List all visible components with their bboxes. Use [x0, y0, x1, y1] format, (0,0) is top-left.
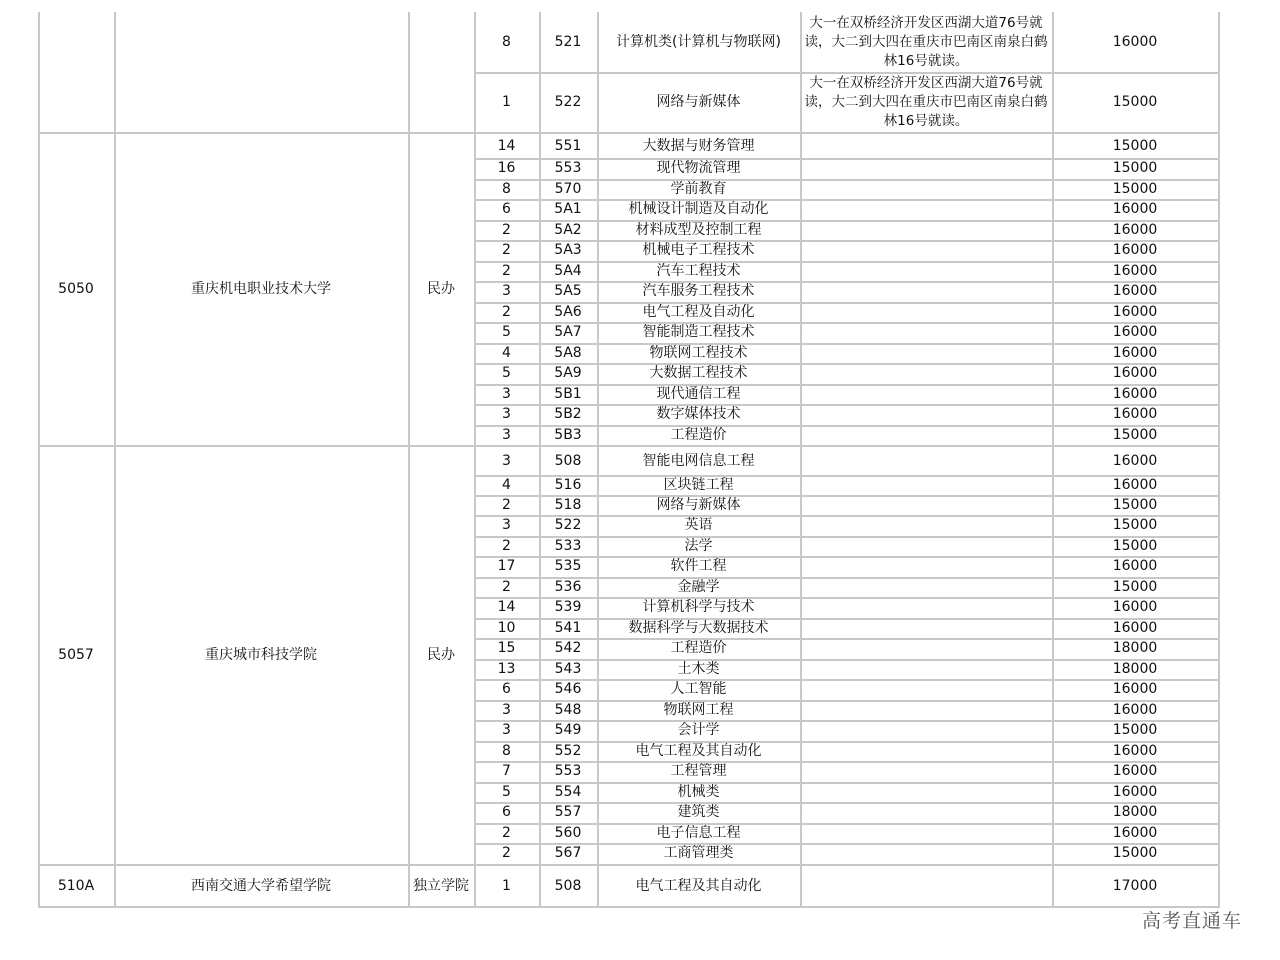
column-divider: [38, 866, 40, 906]
column-divider: [1052, 12, 1054, 132]
major-name-cell: 电气工程及自动化: [642, 303, 755, 320]
row-divider: [474, 281, 1220, 283]
major-code-cell: 536: [554, 578, 582, 595]
note-cell: [800, 322, 1052, 343]
major-code-cell: 5A1: [554, 201, 582, 217]
column-divider: [474, 134, 476, 445]
plan-count-cell: 8: [502, 33, 511, 50]
note-cell: [800, 802, 1052, 823]
watermark-text: 高考直通车: [1142, 910, 1243, 932]
plan-count-cell: 8: [502, 742, 511, 759]
tuition-fee-cell: 15000: [1112, 722, 1158, 738]
row-divider: [474, 782, 1220, 784]
row-divider: [474, 302, 1220, 304]
row-divider: [474, 515, 1220, 517]
plan-count-cell: 2: [502, 242, 511, 258]
plan-count-cell: 2: [502, 496, 511, 513]
column-divider: [408, 134, 410, 445]
column-divider: [597, 447, 599, 864]
column-divider: [1052, 866, 1054, 906]
tuition-fee-cell: 16000: [1112, 763, 1158, 779]
major-name-cell: 机械电子工程技术: [642, 242, 755, 258]
column-divider: [474, 447, 476, 864]
major-code-cell: 557: [554, 804, 582, 820]
note-cell: [800, 866, 1052, 906]
column-divider: [539, 134, 541, 445]
plan-count-cell: 5: [502, 365, 511, 381]
plan-count-cell: 2: [502, 303, 511, 320]
major-code-cell: 560: [554, 824, 582, 841]
column-divider: [539, 866, 541, 906]
tuition-fee-cell: 16000: [1112, 824, 1158, 841]
row-divider: [474, 72, 1220, 74]
row-divider: [474, 179, 1220, 181]
tuition-fee-cell: 16000: [1112, 262, 1158, 279]
plan-count-cell: 14: [497, 599, 516, 615]
note-cell: [800, 597, 1052, 618]
plan-count-cell: 2: [502, 221, 511, 238]
note-cell: [800, 536, 1052, 556]
row-divider: [474, 384, 1220, 386]
major-code-cell: 5A5: [554, 283, 582, 299]
school-type-cell: [408, 12, 474, 132]
major-name-cell: 物联网工程技术: [649, 344, 748, 361]
major-name-cell: 机械类: [677, 783, 720, 800]
row-divider: [474, 618, 1220, 620]
group-divider: [38, 906, 1220, 908]
major-name-cell: 现代物流管理: [656, 160, 741, 176]
note-cell: [800, 134, 1052, 158]
major-name-cell: 现代通信工程: [656, 385, 741, 402]
plan-count-cell: 13: [497, 660, 516, 677]
tuition-fee-cell: 18000: [1112, 640, 1158, 656]
plan-count-cell: 7: [502, 763, 511, 779]
note-cell: [800, 425, 1052, 445]
school-type-cell: 民办: [427, 281, 455, 297]
tuition-fee-cell: 15000: [1112, 845, 1158, 861]
major-name-cell: 物联网工程: [663, 701, 734, 718]
row-divider: [474, 720, 1220, 722]
major-name-cell: 工程管理: [670, 763, 727, 779]
major-code-cell: 521: [554, 33, 582, 50]
plan-count-cell: 10: [497, 619, 516, 636]
plan-count-cell: 8: [502, 180, 511, 197]
column-divider: [539, 12, 541, 132]
plan-count-cell: 14: [497, 137, 516, 154]
tuition-fee-cell: 15000: [1112, 160, 1158, 176]
plan-count-cell: 3: [502, 385, 511, 402]
column-divider: [408, 12, 410, 132]
note-cell: [800, 618, 1052, 638]
tuition-fee-cell: 15000: [1112, 537, 1158, 554]
row-divider: [474, 741, 1220, 743]
column-divider: [1218, 447, 1220, 864]
row-divider: [474, 363, 1220, 365]
note-cell: 大一在双桥经济开发区西湖大道76号就读，大二到大四在重庆市巴南区南泉白鹤林16号就读。: [804, 14, 1048, 69]
column-divider: [539, 447, 541, 864]
school-code-cell: 5050: [58, 281, 94, 297]
note-cell: [800, 495, 1052, 515]
note-cell: [800, 199, 1052, 220]
plan-count-cell: 3: [502, 406, 511, 422]
tuition-fee-cell: 16000: [1112, 681, 1158, 697]
note-cell: [800, 679, 1052, 700]
row-divider: [474, 404, 1220, 406]
note-cell: [800, 220, 1052, 240]
major-name-cell: 学前教育: [670, 180, 727, 197]
tuition-fee-cell: 16000: [1112, 201, 1158, 217]
note-cell: [800, 261, 1052, 281]
row-divider: [474, 679, 1220, 681]
major-name-cell: 大数据与财务管理: [642, 137, 755, 154]
major-name-cell: 人工智能: [670, 681, 727, 697]
row-divider: [474, 638, 1220, 640]
school-code-cell: [38, 12, 114, 132]
row-divider: [474, 425, 1220, 427]
column-divider: [597, 134, 599, 445]
plan-count-cell: 3: [502, 426, 511, 443]
note-cell: [800, 782, 1052, 802]
plan-count-cell: 2: [502, 824, 511, 841]
major-name-cell: 英语: [684, 517, 713, 533]
column-divider: [1218, 866, 1220, 906]
major-code-cell: 5A7: [554, 324, 582, 340]
tuition-fee-cell: 15000: [1112, 578, 1158, 595]
column-divider: [408, 447, 410, 864]
note-cell: [800, 384, 1052, 404]
major-code-cell: 554: [554, 783, 582, 800]
column-divider: [38, 447, 40, 864]
note-cell: [800, 363, 1052, 384]
major-code-cell: 552: [554, 742, 582, 759]
major-name-cell: 机械设计制造及自动化: [628, 201, 769, 217]
tuition-fee-cell: 16000: [1112, 476, 1158, 493]
major-code-cell: 533: [554, 537, 582, 554]
note-cell: [800, 281, 1052, 302]
major-code-cell: 508: [554, 877, 582, 894]
plan-count-cell: 5: [502, 783, 511, 800]
plan-count-cell: 17: [497, 558, 516, 574]
column-divider: [114, 134, 116, 445]
column-divider: [800, 134, 802, 445]
major-code-cell: 518: [554, 496, 582, 513]
tuition-fee-cell: 16000: [1112, 221, 1158, 238]
note-cell: 大一在双桥经济开发区西湖大道76号就读，大二到大四在重庆市巴南区南泉白鹤林16号就读。: [804, 74, 1048, 129]
row-divider: [474, 343, 1220, 345]
major-code-cell: 546: [554, 681, 582, 697]
major-code-cell: 543: [554, 660, 582, 677]
row-divider: [474, 199, 1220, 201]
tuition-fee-cell: 15000: [1112, 517, 1158, 533]
row-divider: [474, 823, 1220, 825]
major-code-cell: 5A2: [554, 221, 582, 238]
school-type-cell: 民办: [427, 647, 455, 663]
plan-count-cell: 2: [502, 578, 511, 595]
tuition-fee-cell: 16000: [1112, 701, 1158, 718]
column-divider: [474, 866, 476, 906]
major-code-cell: 5A6: [554, 303, 582, 320]
note-cell: [800, 761, 1052, 782]
school-name-cell: 重庆机电职业技术大学: [191, 281, 331, 297]
plan-count-cell: 1: [502, 93, 511, 110]
column-divider: [38, 12, 40, 132]
column-divider: [114, 866, 116, 906]
plan-count-cell: 2: [502, 845, 511, 861]
note-cell: [800, 515, 1052, 536]
column-divider: [1218, 134, 1220, 445]
column-divider: [38, 134, 40, 445]
tuition-fee-cell: 18000: [1112, 804, 1158, 820]
plan-count-cell: 6: [502, 804, 511, 820]
major-code-cell: 5A3: [554, 242, 582, 258]
tuition-fee-cell: 18000: [1112, 660, 1158, 677]
plan-count-cell: 3: [502, 283, 511, 299]
row-divider: [474, 220, 1220, 222]
major-code-cell: 551: [554, 137, 582, 154]
column-divider: [1052, 134, 1054, 445]
major-name-cell: 土木类: [677, 660, 720, 677]
major-name-cell: 汽车工程技术: [656, 262, 741, 279]
major-name-cell: 汽车服务工程技术: [642, 283, 755, 299]
row-divider: [474, 556, 1220, 558]
note-cell: [800, 475, 1052, 495]
school-name-cell: 西南交通大学希望学院: [191, 877, 331, 894]
major-name-cell: 工程造价: [670, 426, 727, 443]
major-name-cell: 区块链工程: [663, 476, 734, 493]
row-divider: [474, 158, 1220, 160]
major-code-cell: 5A4: [554, 262, 582, 279]
school-code-cell: 510A: [57, 877, 95, 894]
major-name-cell: 数字媒体技术: [656, 406, 741, 422]
column-divider: [1052, 447, 1054, 864]
major-code-cell: 570: [554, 180, 582, 197]
tuition-fee-cell: 16000: [1112, 742, 1158, 759]
tuition-fee-cell: 16000: [1112, 242, 1158, 258]
row-divider: [474, 700, 1220, 702]
tuition-fee-cell: 16000: [1112, 385, 1158, 402]
note-cell: [800, 638, 1052, 659]
note-cell: [800, 823, 1052, 843]
major-code-cell: 5A9: [554, 365, 582, 381]
tuition-fee-cell: 16000: [1112, 365, 1158, 381]
note-cell: [800, 741, 1052, 761]
tuition-fee-cell: 16000: [1112, 783, 1158, 800]
column-divider: [474, 12, 476, 132]
column-divider: [800, 12, 802, 132]
note-cell: [800, 158, 1052, 179]
column-divider: [114, 447, 116, 864]
school-name-cell: 重庆城市科技学院: [205, 647, 317, 663]
major-code-cell: 541: [554, 619, 582, 636]
tuition-fee-cell: 15000: [1112, 180, 1158, 197]
row-divider: [474, 597, 1220, 599]
note-cell: [800, 404, 1052, 425]
plan-count-cell: 6: [502, 201, 511, 217]
major-code-cell: 508: [554, 452, 582, 469]
major-name-cell: 智能电网信息工程: [642, 452, 755, 469]
plan-count-cell: 3: [502, 701, 511, 718]
major-code-cell: 522: [554, 517, 582, 533]
major-name-cell: 法学: [684, 537, 713, 554]
plan-count-cell: 16: [497, 160, 516, 176]
row-divider: [474, 536, 1220, 538]
major-name-cell: 建筑类: [677, 804, 720, 820]
note-cell: [800, 843, 1052, 864]
row-divider: [474, 843, 1220, 845]
note-cell: [800, 302, 1052, 322]
plan-count-cell: 2: [502, 537, 511, 554]
tuition-fee-cell: 16000: [1112, 33, 1158, 50]
note-cell: [800, 659, 1052, 679]
row-divider: [474, 240, 1220, 242]
column-divider: [408, 866, 410, 906]
school-name-cell: [114, 12, 408, 132]
column-divider: [597, 866, 599, 906]
tuition-fee-cell: 17000: [1112, 877, 1158, 894]
tuition-fee-cell: 16000: [1112, 599, 1158, 615]
note-cell: [800, 720, 1052, 741]
row-divider: [474, 322, 1220, 324]
note-cell: [800, 343, 1052, 363]
tuition-fee-cell: 16000: [1112, 283, 1158, 299]
tuition-fee-cell: 16000: [1112, 303, 1158, 320]
major-name-cell: 工程造价: [670, 640, 727, 656]
note-cell: [800, 447, 1052, 475]
major-code-cell: 535: [554, 558, 582, 574]
major-code-cell: 5B3: [554, 426, 582, 443]
plan-count-cell: 4: [502, 476, 511, 493]
tuition-fee-cell: 16000: [1112, 558, 1158, 574]
tuition-fee-cell: 16000: [1112, 324, 1158, 340]
major-code-cell: 516: [554, 476, 582, 493]
tuition-fee-cell: 15000: [1112, 137, 1158, 154]
row-divider: [474, 659, 1220, 661]
major-name-cell: 网络与新媒体: [656, 93, 741, 110]
major-name-cell: 电气工程及其自动化: [635, 877, 762, 894]
plan-count-cell: 6: [502, 681, 511, 697]
major-code-cell: 542: [554, 640, 582, 656]
plan-count-cell: 15: [497, 640, 516, 656]
major-name-cell: 计算机科学与技术: [642, 599, 755, 615]
plan-count-cell: 5: [502, 324, 511, 340]
major-code-cell: 5A8: [554, 344, 582, 361]
major-code-cell: 539: [554, 599, 582, 615]
column-divider: [1218, 12, 1220, 132]
row-divider: [474, 802, 1220, 804]
column-divider: [597, 12, 599, 132]
row-divider: [474, 577, 1220, 579]
column-divider: [800, 866, 802, 906]
plan-count-cell: 4: [502, 344, 511, 361]
major-name-cell: 金融学: [677, 578, 720, 595]
admission-plan-table: [38, 12, 1220, 910]
school-code-cell: 5057: [58, 647, 94, 663]
major-code-cell: 548: [554, 701, 582, 718]
note-cell: [800, 577, 1052, 597]
school-type-cell: 独立学院: [413, 877, 469, 894]
major-code-cell: 567: [554, 845, 582, 861]
tuition-fee-cell: 16000: [1112, 452, 1158, 469]
note-cell: [800, 700, 1052, 720]
major-name-cell: 大数据工程技术: [649, 365, 748, 381]
plan-count-cell: 1: [502, 877, 511, 894]
major-code-cell: 522: [554, 93, 582, 110]
plan-count-cell: 3: [502, 517, 511, 533]
major-code-cell: 5B2: [554, 406, 582, 422]
plan-count-cell: 3: [502, 452, 511, 469]
row-divider: [474, 495, 1220, 497]
column-divider: [800, 447, 802, 864]
major-code-cell: 549: [554, 722, 582, 738]
note-cell: [800, 556, 1052, 577]
major-name-cell: 智能制造工程技术: [642, 324, 755, 340]
major-name-cell: 网络与新媒体: [656, 496, 741, 513]
plan-count-cell: 3: [502, 722, 511, 738]
major-code-cell: 553: [554, 763, 582, 779]
note-cell: [800, 179, 1052, 199]
note-cell: [800, 240, 1052, 261]
major-name-cell: 软件工程: [670, 558, 727, 574]
tuition-fee-cell: 16000: [1112, 344, 1158, 361]
tuition-fee-cell: 15000: [1112, 93, 1158, 110]
tuition-fee-cell: 16000: [1112, 406, 1158, 422]
major-name-cell: 材料成型及控制工程: [635, 221, 762, 238]
major-code-cell: 553: [554, 160, 582, 176]
tuition-fee-cell: 15000: [1112, 426, 1158, 443]
major-code-cell: 5B1: [554, 385, 582, 402]
row-divider: [474, 475, 1220, 477]
major-name-cell: 电气工程及其自动化: [635, 742, 762, 759]
tuition-fee-cell: 16000: [1112, 619, 1158, 636]
plan-count-cell: 2: [502, 262, 511, 279]
row-divider: [474, 761, 1220, 763]
row-divider: [474, 261, 1220, 263]
major-name-cell: 数据科学与大数据技术: [628, 619, 769, 636]
column-divider: [114, 12, 116, 132]
major-name-cell: 电子信息工程: [656, 824, 741, 841]
major-name-cell: 计算机类(计算机与物联网): [616, 33, 781, 50]
tuition-fee-cell: 15000: [1112, 496, 1158, 513]
major-name-cell: 工商管理类: [663, 845, 734, 861]
major-name-cell: 会计学: [677, 722, 720, 738]
